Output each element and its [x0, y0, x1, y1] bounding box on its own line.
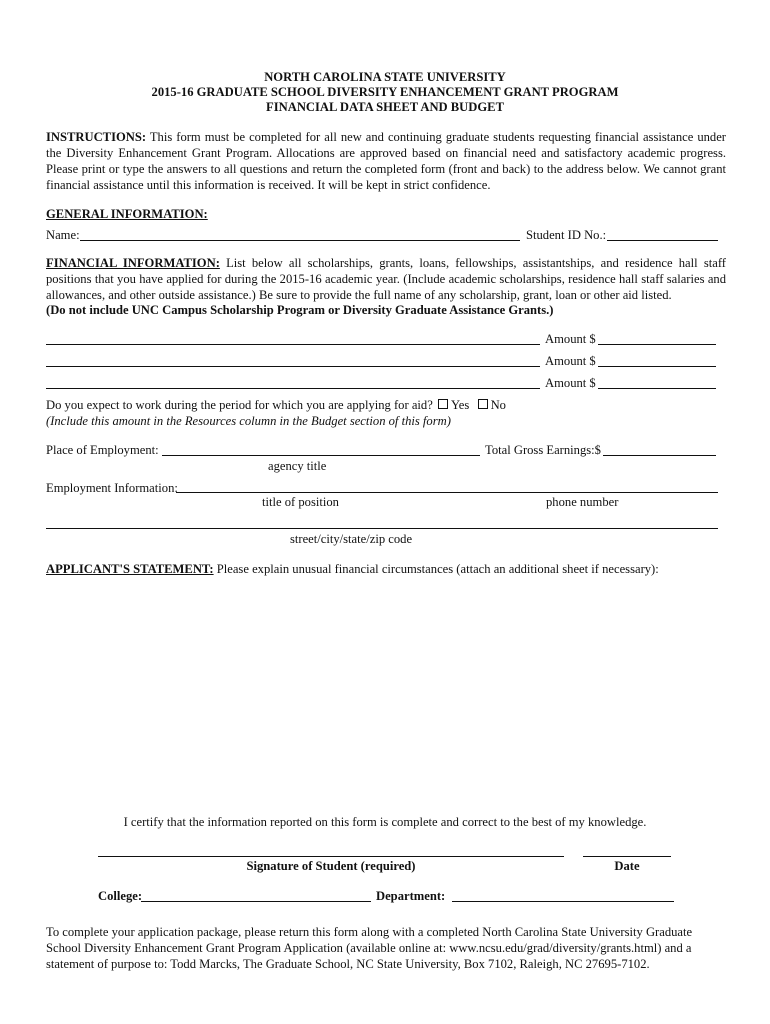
amount-field-2[interactable]: [598, 366, 716, 367]
amount-label-1: Amount $: [545, 332, 596, 346]
applicant-statement-text: Please explain unusual financial circumstances (attach an additional sheet if necessary):: [216, 562, 659, 576]
employment-information-field[interactable]: [176, 492, 718, 493]
address-field[interactable]: [46, 528, 718, 529]
aid-name-field-1[interactable]: [46, 344, 540, 345]
aid-name-field-3[interactable]: [46, 388, 540, 389]
student-id-field[interactable]: [607, 240, 718, 241]
title-of-position-caption: title of position: [262, 495, 339, 509]
financial-information-paragraph: [46, 255, 726, 303]
return-instructions: To complete your application package, please return this form along with a completed North Carolina State University Graduate School Diversity Enhancement Grant Program Application (available online at: www.ncsu.edu/grad/diversity/grants.html) and a statement of purpose to: Todd Marcks, The Graduate School, NC State University, Box 7102, Raleigh, NC 27695-7102.: [46, 925, 693, 971]
work-question-row: [46, 397, 506, 413]
no-label: No: [490, 398, 506, 412]
college-label: College:: [98, 889, 143, 903]
general-information-heading: GENERAL INFORMATION:: [46, 207, 208, 221]
gross-earnings-field[interactable]: [603, 455, 716, 456]
employment-information-label: Employment Information:: [46, 481, 178, 495]
place-of-employment-field[interactable]: [162, 455, 480, 456]
amount-field-3[interactable]: [598, 388, 716, 389]
student-id-label: Student ID No.:: [526, 228, 607, 242]
signature-label: Signature of Student (required): [246, 859, 416, 873]
amount-label-2: Amount $: [545, 354, 596, 368]
amount-label-3: Amount $: [545, 376, 596, 390]
work-note: (Include this amount in the Resources column in the Budget section of this form): [46, 414, 451, 428]
college-field[interactable]: [141, 901, 371, 902]
financial-information-heading: FINANCIAL INFORMATION:: [46, 256, 220, 270]
signature-field[interactable]: [98, 856, 564, 857]
address-caption: street/city/state/zip code: [290, 532, 413, 546]
department-label: Department:: [376, 889, 446, 903]
applicant-statement-area[interactable]: [46, 584, 718, 794]
agency-title-caption: agency title: [268, 459, 327, 473]
instructions-label: INSTRUCTIONS:: [46, 130, 147, 144]
no-checkbox[interactable]: [478, 399, 488, 409]
instructions-paragraph: [46, 129, 726, 193]
place-of-employment-label: Place of Employment:: [46, 443, 159, 457]
financial-exclusion-note: (Do not include UNC Campus Scholarship Program or Diversity Graduate Assistance Grants.): [46, 303, 554, 317]
header-university: NORTH CAROLINA STATE UNIVERSITY: [264, 70, 506, 84]
name-field[interactable]: [80, 240, 520, 241]
amount-field-1[interactable]: [598, 344, 716, 345]
name-label: Name:: [46, 228, 80, 242]
work-question: Do you expect to work during the period for which you are applying for aid?: [46, 398, 433, 412]
date-field[interactable]: [583, 856, 671, 857]
aid-name-field-2[interactable]: [46, 366, 540, 367]
yes-label: Yes: [450, 398, 470, 412]
financial-information-text: List below all scholarships, grants, loans, fellowships, assistantships, and residence hall staff positions that you have applied for during the 2015-16 academic year. (Include academic scholarships, residence hall staff salaries and allowances, and other outside assistance.) Be sure to provide the full name of any scholarship, grant, loan or other aid listed.: [46, 256, 726, 302]
date-label: Date: [614, 859, 640, 873]
phone-number-caption: phone number: [546, 495, 619, 509]
applicant-statement-row: [46, 561, 659, 577]
department-field[interactable]: [452, 901, 674, 902]
header-form-title: FINANCIAL DATA SHEET AND BUDGET: [266, 100, 504, 114]
applicant-statement-heading: APPLICANT'S STATEMENT:: [46, 562, 214, 576]
certification-text: I certify that the information reported on this form is complete and correct to the best of my knowledge.: [123, 815, 647, 829]
yes-checkbox[interactable]: [438, 399, 448, 409]
instructions-text: This form must be completed for all new and continuing graduate students requesting financial assistance under the Diversity Enhancement Grant Program. Allocations are approved based on financial need and satisfactory academic progress. Please print or type the answers to all questions and return the completed form (front and back) to the address below. We cannot grant financial assistance until this information is received. It will be kept in strict confidence.: [46, 130, 726, 192]
header-program: 2015-16 GRADUATE SCHOOL DIVERSITY ENHANCEMENT GRANT PROGRAM: [151, 85, 619, 99]
gross-earnings-label: Total Gross Earnings:$: [485, 443, 601, 457]
